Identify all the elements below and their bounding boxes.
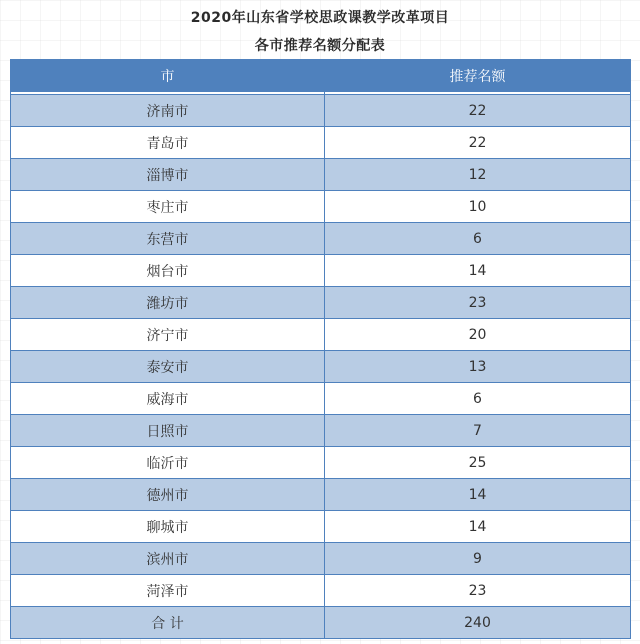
table-row [11, 319, 631, 351]
table-row [11, 511, 631, 543]
table-row [11, 447, 631, 479]
city-cell: 聊城市 [11, 511, 325, 543]
quota-cell: 25 [325, 447, 631, 479]
table-row [11, 159, 631, 191]
city-cell: 合 计 [11, 607, 325, 639]
city-cell: 潍坊市 [11, 287, 325, 319]
quota-cell: 10 [325, 191, 631, 223]
city-cell: 菏泽市 [11, 575, 325, 607]
table-row [11, 287, 631, 319]
quota-cell: 20 [325, 319, 631, 351]
city-cell: 东营市 [11, 223, 325, 255]
quota-cell: 14 [325, 479, 631, 511]
city-cell: 德州市 [11, 479, 325, 511]
city-cell: 日照市 [11, 415, 325, 447]
table-total-row [11, 607, 631, 639]
quota-cell: 9 [325, 543, 631, 575]
quota-cell: 14 [325, 255, 631, 287]
quota-cell: 240 [325, 607, 631, 639]
table-row [11, 383, 631, 415]
city-cell: 枣庄市 [11, 191, 325, 223]
quota-cell: 6 [325, 223, 631, 255]
quota-table [10, 59, 631, 639]
table-header-row [11, 60, 631, 92]
table-row [11, 415, 631, 447]
table-row [11, 575, 631, 607]
table-row [11, 543, 631, 575]
quota-cell: 22 [325, 95, 631, 127]
quota-cell: 23 [325, 575, 631, 607]
city-cell: 淄博市 [11, 159, 325, 191]
table-row [11, 479, 631, 511]
table-subtitle: 各市推荐名额分配表 [254, 38, 386, 54]
city-cell: 威海市 [11, 383, 325, 415]
table-row [11, 223, 631, 255]
city-cell: 滨州市 [11, 543, 325, 575]
table-row [11, 351, 631, 383]
quota-cell: 14 [325, 511, 631, 543]
quota-cell: 7 [325, 415, 631, 447]
quota-cell: 12 [325, 159, 631, 191]
city-cell: 青岛市 [11, 127, 325, 159]
city-cell: 泰安市 [11, 351, 325, 383]
quota-cell: 22 [325, 127, 631, 159]
quota-cell: 13 [325, 351, 631, 383]
city-cell: 烟台市 [11, 255, 325, 287]
column-header-quota: 推荐名额 [325, 60, 631, 92]
table-row [11, 95, 631, 127]
table-row [11, 255, 631, 287]
city-cell: 济南市 [11, 95, 325, 127]
column-header-city: 市 [11, 60, 325, 92]
table-row [11, 191, 631, 223]
table-row [11, 127, 631, 159]
city-cell: 临沂市 [11, 447, 325, 479]
table-title: 2020年山东省学校思政课教学改革项目 [190, 10, 450, 26]
city-cell: 济宁市 [11, 319, 325, 351]
quota-cell: 6 [325, 383, 631, 415]
quota-cell: 23 [325, 287, 631, 319]
